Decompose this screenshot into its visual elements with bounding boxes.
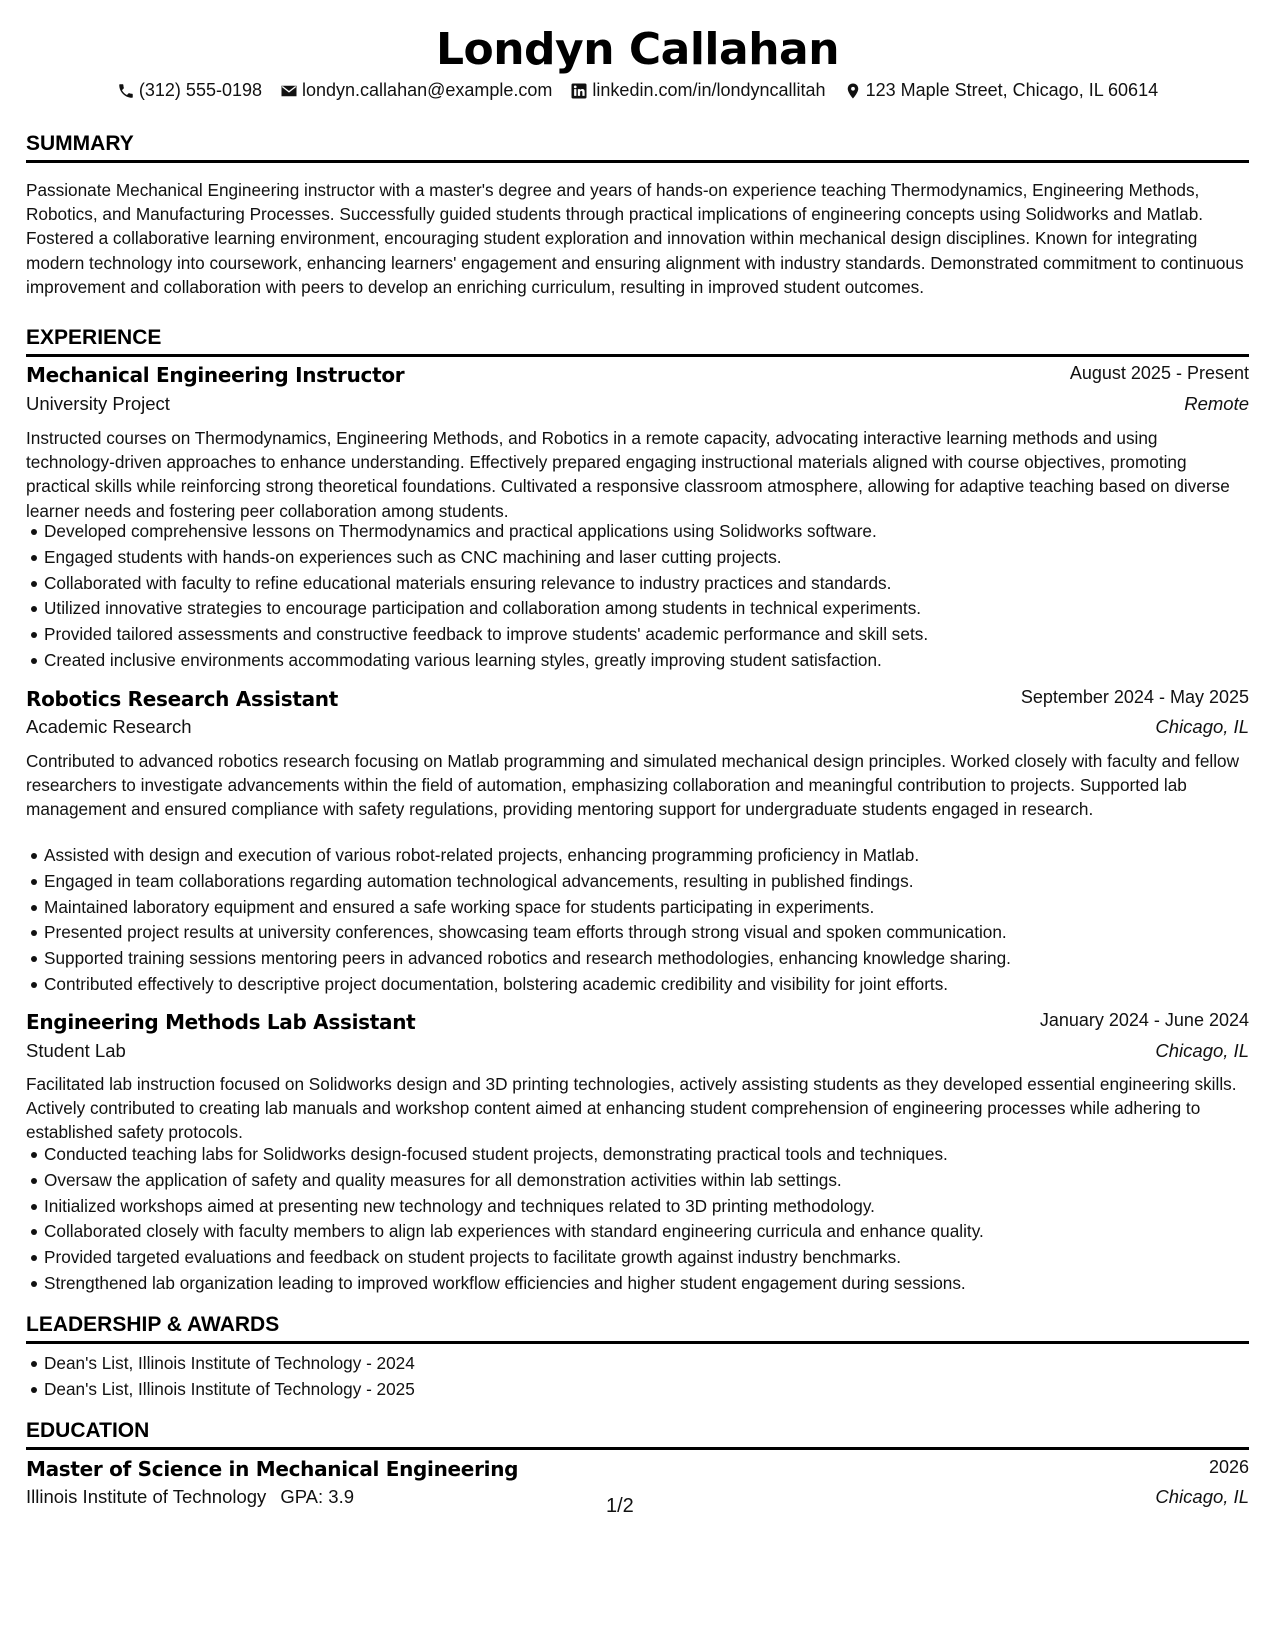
job-location: Chicago, IL xyxy=(1155,716,1249,737)
list-item: Presented project results at university conferences, showcasing team efforts through strong visual and spoken communication. xyxy=(44,920,1249,946)
list-item: Contributed effectively to descriptive project documentation, bolstering academic credibility and visibility for joint efforts. xyxy=(44,972,1249,998)
list-item: Created inclusive environments accommodating various learning styles, greatly improving student satisfaction. xyxy=(44,648,1249,674)
contact-linkedin[interactable] xyxy=(570,80,825,101)
list-item: Assisted with design and execution of various robot-related projects, enhancing programming proficiency in Matlab. xyxy=(44,843,1249,869)
list-item: Engaged in team collaborations regarding automation technological advancements, resulting in published findings. xyxy=(44,869,1249,895)
school-line xyxy=(26,1486,354,1508)
job-bullets xyxy=(26,519,1249,674)
job-header xyxy=(26,1010,1249,1040)
page-number: 1/2 xyxy=(606,1495,634,1517)
job-description: Facilitated lab instruction focused on Solidworks design and 3D printing technologies, actively assisting students as they developed essential engineering skills. Actively contributed to creating lab manuals and workshop content aimed at enhancing student comprehension of engineering processes while adhering to established safety protocols. xyxy=(26,1074,1237,1143)
job-title: Robotics Research Assistant xyxy=(26,687,338,711)
list-item: Utilized innovative strategies to encourage participation and collaboration among students in technical experiments. xyxy=(44,596,1249,622)
job-organization: Academic Research xyxy=(26,716,192,737)
list-item: Engaged students with hands-on experiences such as CNC machining and laser cutting projects. xyxy=(44,545,1249,571)
address-text: 123 Maple Street, Chicago, IL 60614 xyxy=(865,80,1159,100)
list-item: Supported training sessions mentoring peers in advanced robotics and research methodologies, enhancing knowledge sharing. xyxy=(44,946,1249,972)
job-subheader xyxy=(26,716,1249,746)
job-dates: August 2025 - Present xyxy=(1069,363,1249,383)
job-description: Instructed courses on Thermodynamics, Engineering Methods, and Robotics in a remote capacity, advocating interactive learning methods and using technology-driven approaches to enhance understanding. Effectively prepared engaging instructional materials aligned with course objectives, promoting practical skills while reinforcing strong theoretical foundations. Cultivated a responsive classroom atmosphere, allowing for adaptive teaching based on diverse learner needs and fostering peer collaboration among students. xyxy=(26,428,1230,521)
summary-heading: SUMMARY xyxy=(26,132,1249,163)
list-item: Maintained laboratory equipment and ensured a safe working space for students participating in experiments. xyxy=(44,895,1249,921)
list-item: Collaborated closely with faculty members to align lab experiences with standard engineering curricula and enhance quality. xyxy=(44,1219,1249,1245)
phone-text: (312) 555-0198 xyxy=(138,80,262,100)
linkedin-text[interactable]: linkedin.com/in/londyncallitah xyxy=(592,80,826,100)
job-header xyxy=(26,363,1249,393)
contact-bar xyxy=(26,80,1249,101)
list-item: Provided tailored assessments and constructive feedback to improve students' academic performance and skill sets. xyxy=(44,622,1249,648)
degree-title: Master of Science in Mechanical Engineering xyxy=(26,1457,519,1481)
awards-heading: LEADERSHIP & AWARDS xyxy=(26,1313,1249,1344)
job-subheader xyxy=(26,1040,1249,1070)
job-title: Engineering Methods Lab Assistant xyxy=(26,1010,416,1034)
education-subheader xyxy=(26,1486,1249,1516)
job-subheader xyxy=(26,393,1249,423)
gpa: GPA: 3.9 xyxy=(280,1486,355,1507)
job-header xyxy=(26,687,1249,717)
contact-email[interactable] xyxy=(280,80,552,101)
email-text[interactable]: londyn.callahan@example.com xyxy=(302,80,553,100)
contact-address xyxy=(844,80,1159,101)
list-item: Initialized workshops aimed at presenting new technology and techniques related to 3D printing methodology. xyxy=(44,1194,1249,1220)
phone-icon xyxy=(117,82,135,100)
experience-heading: EXPERIENCE xyxy=(26,326,1249,357)
job-organization: Student Lab xyxy=(26,1040,126,1061)
job-location: Chicago, IL xyxy=(1155,1040,1249,1061)
list-item: Strengthened lab organization leading to improved workflow efficiencies and higher student engagement during sessions. xyxy=(44,1271,1249,1297)
job-bullets xyxy=(26,1142,1249,1297)
school-location: Chicago, IL xyxy=(1155,1486,1249,1507)
list-item: Oversaw the application of safety and quality measures for all demonstration activities within lab settings. xyxy=(44,1168,1249,1194)
envelope-icon xyxy=(280,82,298,100)
job-dates: September 2024 - May 2025 xyxy=(1020,687,1249,707)
job-dates: January 2024 - June 2024 xyxy=(1039,1010,1249,1030)
linkedin-icon xyxy=(570,82,588,100)
list-item: Dean's List, Illinois Institute of Technology - 2024 xyxy=(44,1351,1249,1377)
list-item: Developed comprehensive lessons on Thermodynamics and practical applications using Solidworks software. xyxy=(44,519,1249,545)
education-header xyxy=(26,1457,1249,1487)
resume-page xyxy=(26,0,1249,1650)
list-item: Dean's List, Illinois Institute of Technology - 2025 xyxy=(44,1377,1249,1403)
job-organization: University Project xyxy=(26,393,170,414)
awards-list xyxy=(26,1351,1249,1403)
job-title: Mechanical Engineering Instructor xyxy=(26,363,405,387)
contact-phone xyxy=(117,80,262,101)
job-bullets xyxy=(26,843,1249,998)
list-item: Provided targeted evaluations and feedback on student projects to facilitate growth against industry benchmarks. xyxy=(44,1245,1249,1271)
list-item: Conducted teaching labs for Solidworks design-focused student projects, demonstrating practical tools and techniques. xyxy=(44,1142,1249,1168)
graduation-year: 2026 xyxy=(1208,1457,1249,1477)
list-item: Collaborated with faculty to refine educational materials ensuring relevance to industry practices and standards. xyxy=(44,571,1249,597)
map-pin-icon xyxy=(844,82,862,100)
summary-text: Passionate Mechanical Engineering instructor with a master's degree and years of hands-on experience teaching Thermodynamics, Engineering Methods, Robotics, and Manufacturing Processes. Successfully guided students through practical implications of engineering concepts using Solidworks and Matlab. Fostered a collaborative learning environment, encouraging student exploration and innovation within mechanical design disciplines. Known for integrating modern technology into coursework, enhancing learners' engagement and ensuring alignment with industry standards. Demonstrated commitment to continuous improvement and collaboration with peers to develop an enriching curriculum, resulting in improved student outcomes. xyxy=(26,180,1244,297)
school-name: Illinois Institute of Technology xyxy=(26,1486,267,1507)
candidate-name: Londyn Callahan xyxy=(435,24,840,75)
education-heading: EDUCATION xyxy=(26,1419,1249,1450)
job-location: Remote xyxy=(1184,393,1249,414)
job-description: Contributed to advanced robotics research focusing on Matlab programming and simulated mechanical design principles. Worked closely with faculty and fellow researchers to investigate advancements within the field of automation, emphasizing collaboration and meaningful contribution to projects. Supported lab management and ensured compliance with safety regulations, providing mentoring support for undergraduate students engaged in research. xyxy=(26,751,1239,820)
